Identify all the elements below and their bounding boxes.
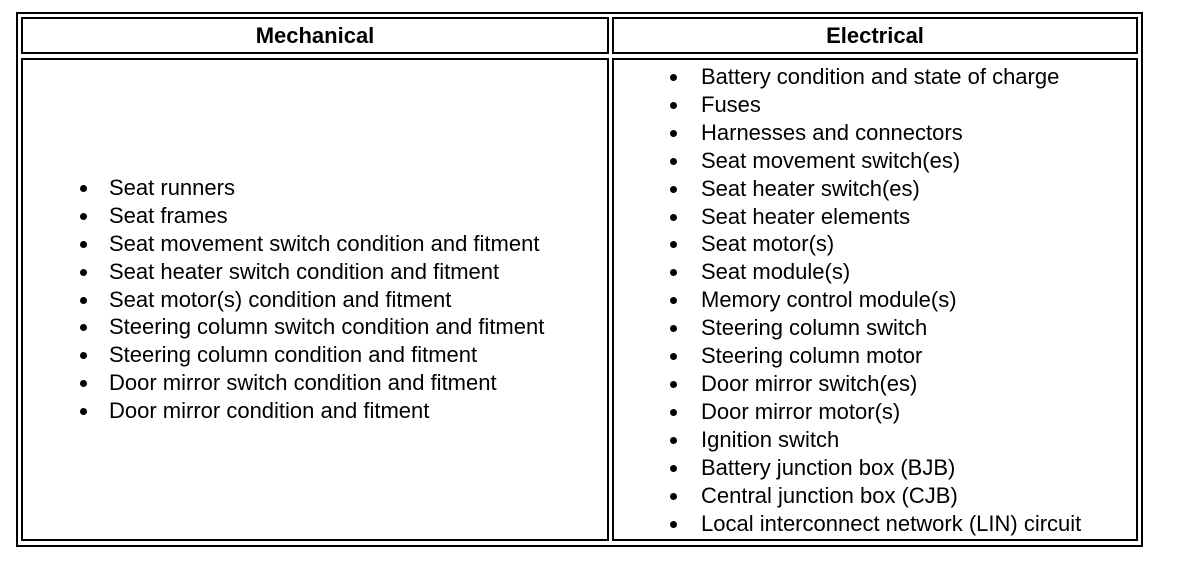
list-item-text: Memory control module(s)	[701, 287, 957, 313]
bullet-icon	[670, 241, 677, 248]
list-item-text: Door mirror motor(s)	[701, 398, 901, 424]
bullet-icon	[670, 74, 677, 81]
bullet-icon	[670, 130, 677, 137]
list-item-text: Seat frames	[109, 202, 228, 228]
list-item	[23, 369, 544, 397]
list-item-text: Steering column switch condition and fitment	[109, 314, 545, 340]
list-item	[23, 286, 544, 314]
list-item-text: Battery condition and state of charge	[701, 64, 1060, 89]
mechanical-header	[21, 17, 609, 54]
list-item-text: Central junction box (CJB)	[701, 482, 958, 508]
list-item	[614, 258, 1136, 286]
list-item-text: Steering column motor	[701, 343, 923, 369]
list-item	[614, 510, 1136, 538]
list-item-text: Door mirror condition and fitment	[109, 398, 430, 424]
list-item-text: Seat movement switch(es)	[701, 147, 961, 173]
bullet-icon	[670, 269, 677, 276]
bullet-icon	[670, 381, 677, 388]
list-item	[614, 147, 1136, 175]
list-item	[614, 482, 1136, 510]
electrical-list	[614, 63, 1136, 537]
list-item	[614, 454, 1136, 482]
list-item-text: Door mirror switch condition and fitment	[109, 370, 497, 396]
bullet-icon	[670, 409, 677, 416]
list-item-text: Seat heater switch(es)	[701, 175, 920, 201]
list-item-text: Steering column condition and fitment	[109, 342, 478, 368]
list-item-text: Seat module(s)	[701, 259, 851, 285]
bullet-icon	[670, 158, 677, 165]
list-item	[23, 397, 544, 425]
bullet-icon	[80, 241, 87, 248]
list-item	[614, 426, 1136, 454]
list-item-text: Seat movement switch condition and fitment	[109, 230, 540, 256]
list-item-text: Seat motor(s) condition and fitment	[109, 286, 452, 312]
bullet-icon	[80, 185, 87, 192]
bullet-icon	[80, 380, 87, 387]
bullet-icon	[80, 408, 87, 415]
list-item-text: Local interconnect network (LIN) circuit	[701, 510, 1082, 536]
bullet-icon	[670, 437, 677, 444]
bullet-icon	[670, 353, 677, 360]
bullet-icon	[80, 352, 87, 359]
list-item	[614, 342, 1136, 370]
electrical-header	[612, 17, 1138, 54]
list-item-text: Door mirror switch(es)	[701, 370, 918, 396]
mechanical-list	[23, 174, 544, 425]
bullet-icon	[80, 269, 87, 276]
list-item-text: Battery junction box (BJB)	[701, 454, 956, 480]
list-item	[614, 203, 1136, 231]
list-item	[614, 91, 1136, 119]
mechanical-header-label: Mechanical	[255, 22, 375, 48]
bullet-icon	[670, 102, 677, 109]
list-item-text: Seat runners	[109, 174, 235, 200]
list-item-text: Fuses	[701, 91, 761, 117]
list-item	[614, 398, 1136, 426]
list-item	[23, 202, 544, 230]
list-item	[23, 313, 544, 341]
list-item	[23, 258, 544, 286]
list-item	[614, 370, 1136, 398]
bullet-icon	[670, 186, 677, 193]
list-item	[614, 314, 1136, 342]
list-item-text: Ignition switch	[701, 426, 840, 452]
list-item	[614, 230, 1136, 258]
list-item-text: Seat heater switch condition and fitment	[109, 258, 500, 284]
list-item	[23, 174, 544, 202]
list-item	[23, 230, 544, 258]
bullet-icon	[670, 325, 677, 332]
electrical-header-label: Electrical	[826, 22, 924, 48]
list-item	[614, 63, 1136, 91]
list-item	[614, 175, 1136, 203]
list-item-text: Steering column switch	[701, 315, 928, 341]
list-item	[614, 286, 1136, 314]
bullet-icon	[670, 465, 677, 472]
electrical-cell	[612, 58, 1138, 541]
bullet-icon	[670, 521, 677, 528]
list-item	[23, 341, 544, 369]
bullet-icon	[80, 213, 87, 220]
bullet-icon	[80, 297, 87, 304]
list-item-text: Seat heater elements	[701, 203, 911, 229]
list-item	[614, 119, 1136, 147]
bullet-icon	[670, 493, 677, 500]
list-item-text: Seat motor(s)	[701, 231, 835, 257]
list-item-text: Harnesses and connectors	[701, 119, 963, 145]
mechanical-cell	[21, 58, 609, 541]
bullet-icon	[670, 297, 677, 304]
bullet-icon	[670, 214, 677, 221]
bullet-icon	[80, 324, 87, 331]
